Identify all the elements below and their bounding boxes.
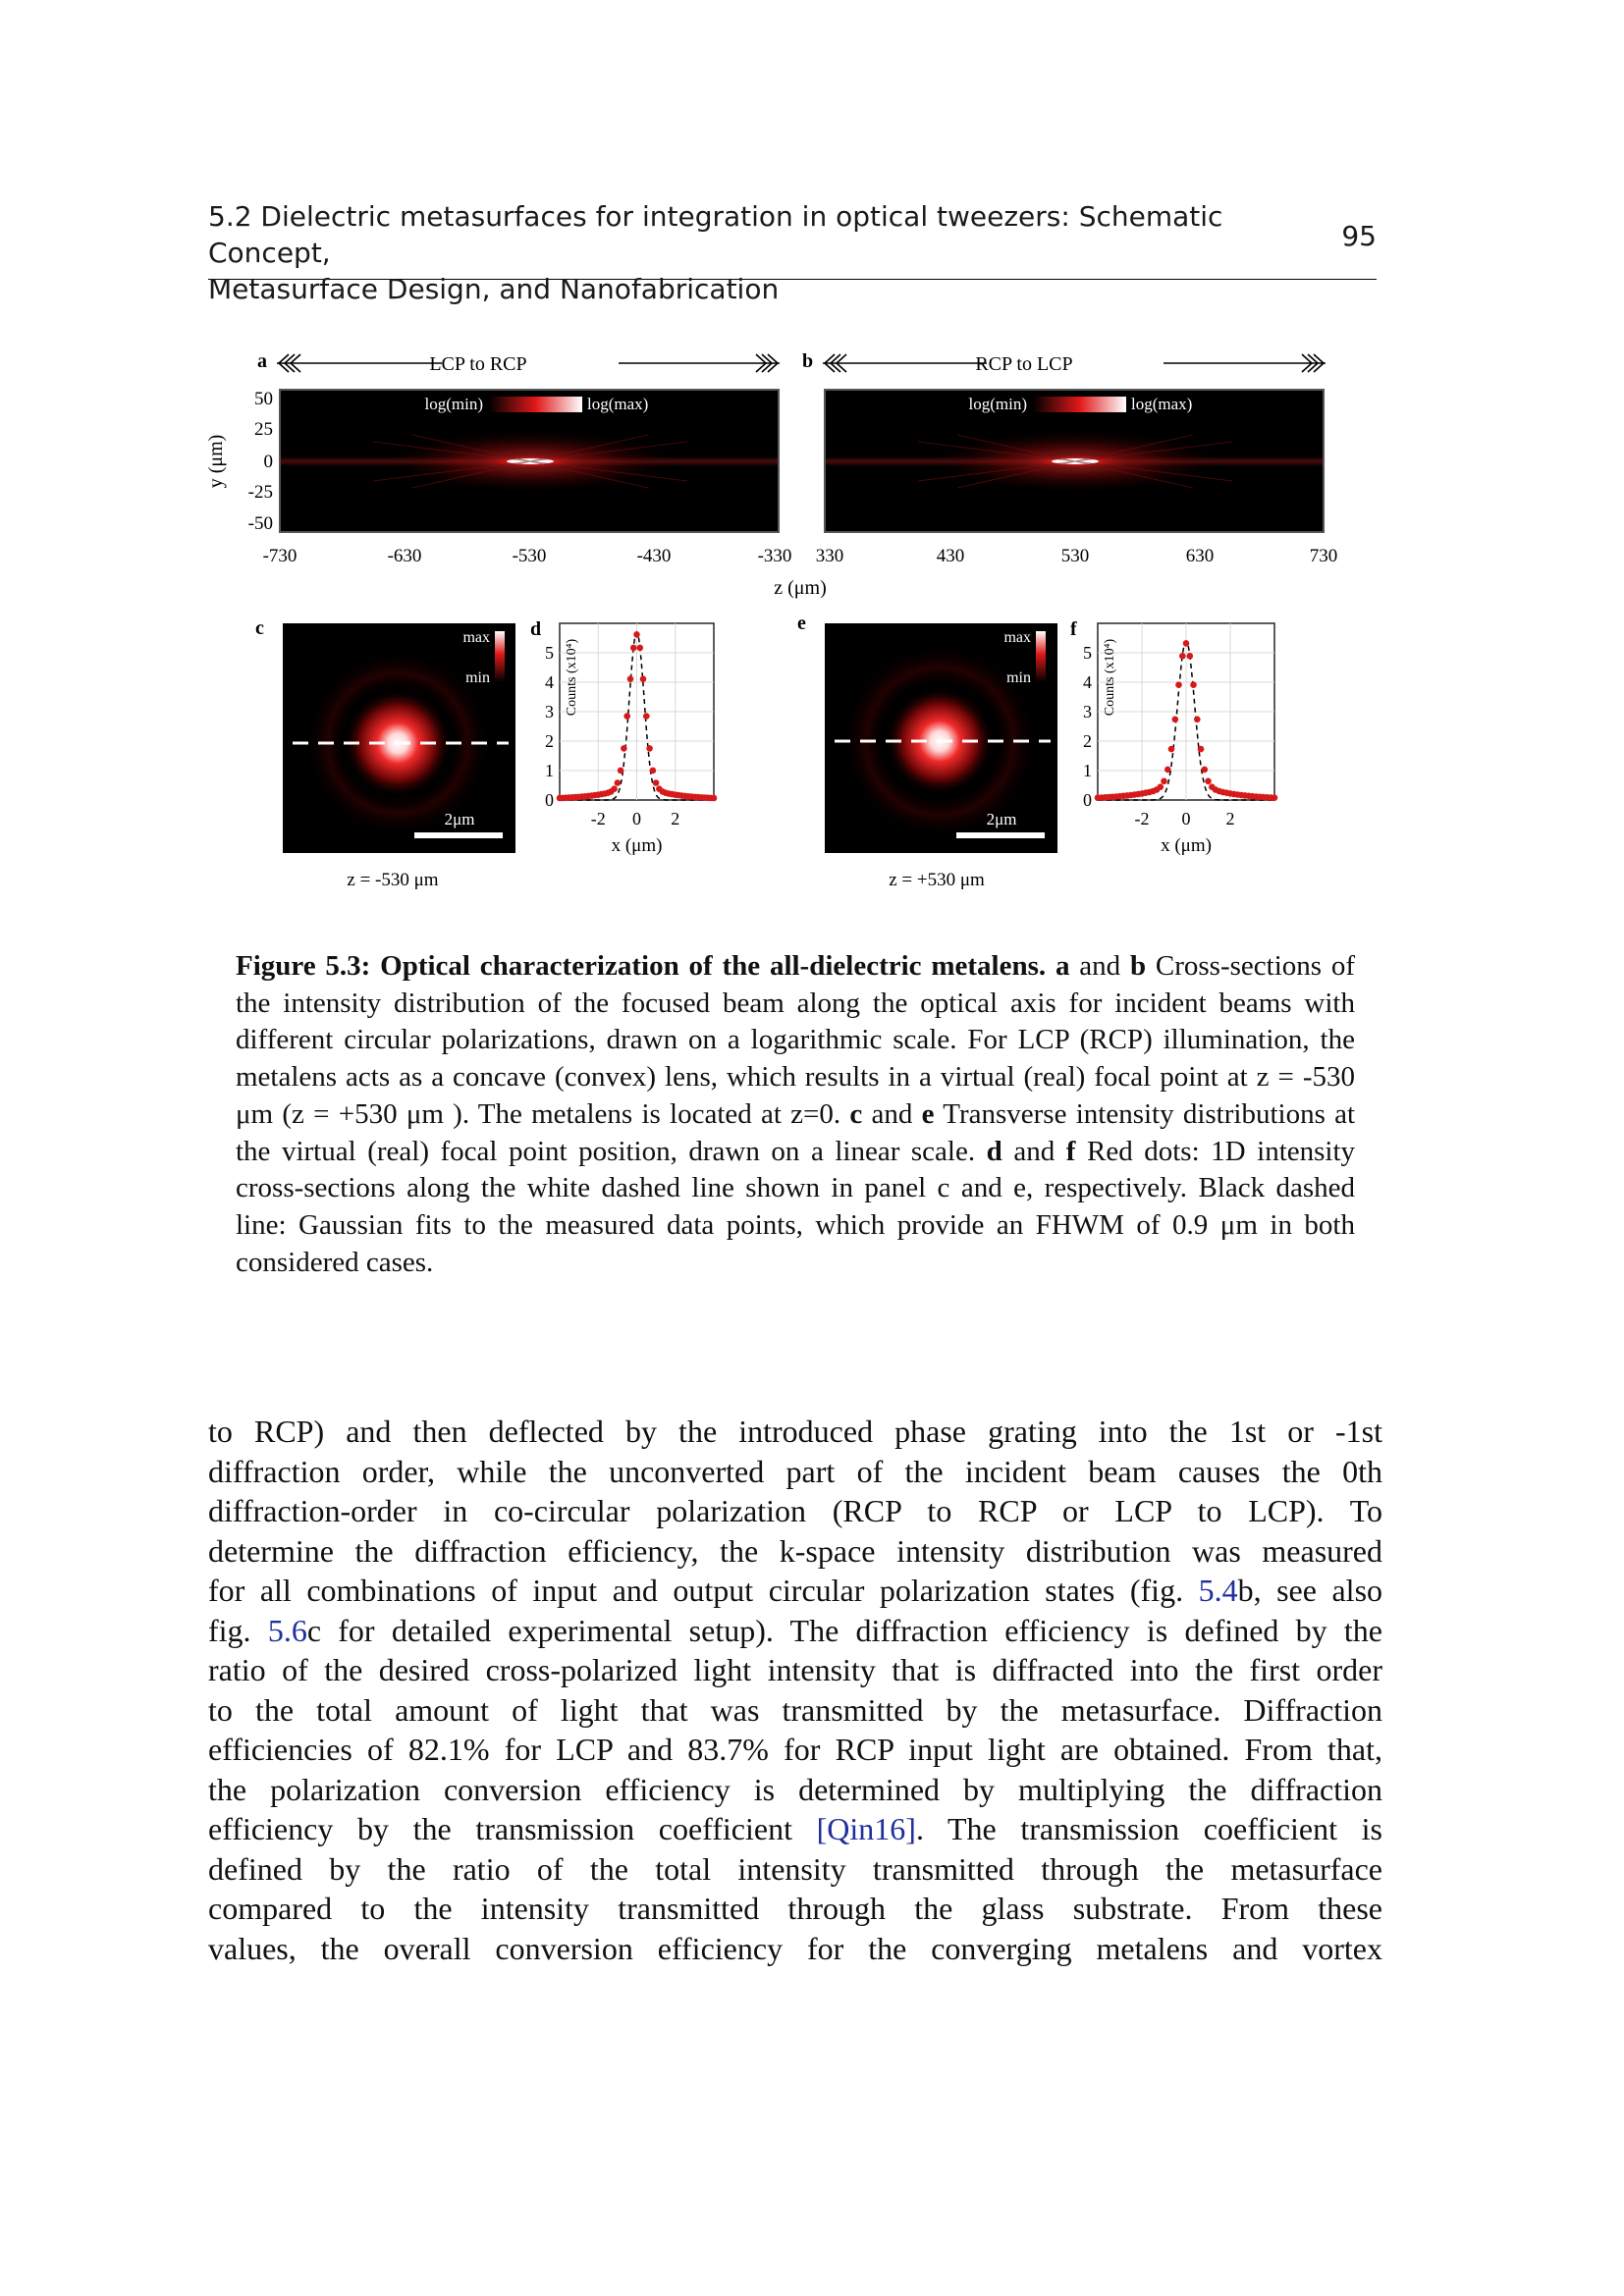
- y-tick: 1: [545, 761, 554, 780]
- panel-e-colorbar-min: min: [1006, 669, 1031, 686]
- data-point: [650, 768, 657, 774]
- text-line: diffraction order, while the unconverted part of the incident beam causes the 0th: [208, 1453, 1382, 1489]
- text-segment: . The transmission coefficient is: [915, 1811, 1383, 1846]
- x-axis-label: x (μm): [611, 835, 663, 856]
- x-tick: -430: [636, 546, 672, 566]
- panel-e-colorbar: [1036, 631, 1046, 682]
- panel-a-arrow-label: LCP to RCP: [429, 353, 527, 375]
- data-point: [1158, 783, 1164, 790]
- x-tick: -630: [387, 546, 422, 566]
- x-tick: 330: [815, 546, 844, 566]
- panel-e-colorbar-max: max: [1003, 629, 1031, 646]
- caption-ref-e: e: [921, 1097, 935, 1130]
- running-header: [208, 198, 1377, 305]
- caption-text-df: Red dots: 1D intensity cross-sections along the white dashed line shown in panel c and e, respectively. Black dashed line: Gaussian fits to the measured data points, which provide an FHWM of 0.9 μm in both considered cases.: [236, 1135, 1356, 1278]
- data-point: [615, 779, 622, 786]
- y-tick: 0: [545, 790, 554, 810]
- figure-link[interactable]: 5.4: [1198, 1573, 1238, 1608]
- z-axis-label: z (μm): [774, 577, 827, 599]
- text-line: compared to the intensity transmitted through the glass substrate. From these: [208, 1891, 1382, 1926]
- data-point: [1190, 681, 1197, 688]
- caption-ref-d: d: [986, 1135, 1002, 1167]
- text-line: to the total amount of light that was transmitted by the metasurface. Diffraction: [208, 1691, 1382, 1728]
- caption-text-ce: Transverse intensity distributions at the virtual (real) focal point position, drawn on a linear scale.: [236, 1097, 1356, 1167]
- section-title-line2: Metasurface Design, and Nanofabrication: [208, 273, 780, 305]
- data-point: [1183, 640, 1190, 647]
- panel-b-colorbar-min: log(min): [968, 395, 1027, 413]
- x-tick: 730: [1309, 546, 1338, 566]
- y-tick: 50: [254, 389, 273, 409]
- panel-b: [802, 350, 1337, 566]
- panel-c-letter: c: [255, 617, 264, 639]
- caption-title: Optical characterization of the all-dielectric metalens.: [380, 950, 1047, 982]
- y-tick: 4: [1083, 672, 1092, 692]
- y-tick: 2: [545, 731, 554, 751]
- figure-5-3: [196, 339, 1384, 928]
- figure-link[interactable]: 5.6: [267, 1612, 307, 1648]
- panel-c-scalebar: [414, 832, 503, 838]
- page-number: 95: [1341, 220, 1377, 252]
- citation-link[interactable]: [Qin16]: [816, 1811, 916, 1846]
- left-double-arrow-icon: [823, 354, 987, 372]
- y-tick: 25: [254, 419, 273, 440]
- x-tick: 0: [632, 809, 641, 828]
- text-line: [208, 1809, 1382, 1849]
- panel-f-letter: f: [1070, 618, 1077, 640]
- panel-b-colorbar: [1033, 397, 1126, 412]
- y-tick: 1: [1083, 761, 1092, 780]
- x-tick: 2: [1225, 809, 1235, 828]
- x-tick: -2: [590, 809, 606, 828]
- panel-e-z-label: z = +530 μm: [889, 870, 985, 890]
- y-tick: 5: [1083, 643, 1092, 663]
- data-point: [637, 645, 644, 652]
- plot-f: [1083, 623, 1277, 856]
- caption-and: and: [1013, 1135, 1056, 1167]
- section-title: [208, 198, 1249, 307]
- panel-a-letter: a: [257, 350, 267, 372]
- data-point: [1202, 767, 1209, 774]
- plot-d: [545, 623, 717, 856]
- y-tick: -25: [247, 482, 273, 503]
- text-segment: b, see also: [1237, 1573, 1383, 1608]
- data-point: [630, 645, 637, 652]
- right-double-arrow-icon: [1164, 354, 1326, 372]
- x-tick: -330: [757, 546, 792, 566]
- panel-b-letter: b: [802, 350, 814, 372]
- data-point: [640, 675, 647, 682]
- panel-a-y-label: y (μm): [205, 434, 227, 489]
- data-point: [611, 785, 618, 792]
- data-point: [1187, 653, 1194, 660]
- left-double-arrow-icon: [277, 354, 442, 372]
- data-point: [618, 768, 624, 774]
- data-point: [623, 713, 630, 720]
- caption-ref-b: b: [1129, 950, 1147, 982]
- data-point: [1205, 778, 1212, 785]
- text-line: efficiencies of 82.1% for LCP and 83.7% for RCP input light are obtained. From that,: [208, 1732, 1382, 1767]
- x-tick: 530: [1060, 546, 1090, 566]
- text-line: determine the diffraction efficiency, the k-space intensity distribution was measured: [208, 1532, 1382, 1569]
- panel-a-colorbar-min: log(min): [424, 395, 483, 413]
- panel-a-colorbar-max: log(max): [587, 395, 649, 413]
- figure-caption: [236, 948, 1355, 1281]
- section-title-line1: 5.2 Dielectric metasurfaces for integration in optical tweezers: Schematic Concept,: [208, 200, 1223, 269]
- data-point: [1179, 653, 1186, 660]
- panel-a-colorbar: [489, 397, 582, 412]
- text-segment: c for detailed experimental setup). The diffraction efficiency is defined by the: [306, 1612, 1383, 1648]
- data-point: [646, 745, 653, 752]
- x-tick: -2: [1134, 809, 1150, 828]
- text-line: [208, 1571, 1382, 1611]
- text-segment: efficiency by the transmission coefficient: [208, 1811, 792, 1846]
- y-axis-label: Counts (x10⁴): [565, 638, 579, 717]
- panel-c-colorbar-min: min: [465, 669, 490, 686]
- panel-b-arrow-label: RCP to LCP: [975, 353, 1073, 375]
- body-paragraph: [208, 1412, 1382, 1968]
- panel-e: [797, 613, 1057, 890]
- data-point: [643, 713, 650, 720]
- text-line: [208, 1611, 1382, 1651]
- data-point: [653, 779, 660, 786]
- panel-c-colorbar-max: max: [462, 629, 490, 646]
- data-point: [711, 795, 718, 802]
- y-tick: 4: [545, 672, 554, 692]
- y-tick: 0: [263, 452, 273, 472]
- data-point: [1172, 717, 1179, 723]
- x-tick: 430: [936, 546, 965, 566]
- panel-b-colorbar-max: log(max): [1131, 395, 1193, 413]
- right-double-arrow-icon: [619, 354, 780, 372]
- y-axis-label: Counts (x10⁴): [1103, 638, 1117, 717]
- text-line: the polarization conversion efficiency is determined by multiplying the diffraction: [208, 1771, 1382, 1807]
- data-point: [1164, 767, 1171, 774]
- text-segment: fig.: [208, 1612, 251, 1648]
- x-tick: -730: [262, 546, 298, 566]
- panel-c: [255, 617, 515, 890]
- caption-and: and: [871, 1097, 913, 1130]
- text-line: ratio of the desired cross-polarized light intensity that is diffracted into the first order: [208, 1652, 1382, 1687]
- data-point: [1168, 746, 1175, 753]
- panel-e-letter: e: [797, 613, 806, 634]
- y-tick: 2: [1083, 731, 1092, 751]
- data-point: [1161, 778, 1167, 785]
- caption-text-ab: Cross-sections of the intensity distribution of the focused beam along the optical axis for incident beams with different circular polarizations, drawn on a logarithmic scale. For LCP (RCP) illumination, the metalens acts as a concave (convex) lens, which results in a virtual (real) focal point at z = -530 μm (z = +530 μm ). The metalens is located at z=0.: [236, 950, 1356, 1130]
- y-tick: 5: [545, 643, 554, 663]
- data-point: [621, 745, 627, 752]
- data-point: [1198, 746, 1205, 753]
- text-segment: for all combinations of input and output circular polarization states (fig.: [208, 1573, 1184, 1608]
- x-tick: 2: [671, 809, 680, 828]
- data-point: [1194, 717, 1201, 723]
- text-line: diffraction-order in co-circular polarization (RCP to RCP or LCP to LCP). To: [208, 1493, 1382, 1528]
- x-axis-label: x (μm): [1161, 835, 1212, 856]
- caption-and: and: [1079, 950, 1121, 982]
- data-point: [1175, 681, 1182, 688]
- caption-label: Figure 5.3:: [236, 950, 371, 982]
- panel-c-z-label: z = -530 μm: [347, 870, 439, 890]
- x-tick: 630: [1185, 546, 1215, 566]
- panel-d-letter: d: [530, 618, 542, 640]
- data-point: [1272, 794, 1278, 801]
- panel-c-colorbar: [495, 631, 505, 682]
- text-line: defined by the ratio of the total intensity transmitted through the metasurface: [208, 1850, 1382, 1887]
- y-tick: 3: [1083, 702, 1092, 721]
- data-point: [633, 631, 640, 638]
- y-tick: -50: [247, 513, 273, 534]
- panel-e-scalebar: [956, 832, 1045, 838]
- data-point: [627, 675, 634, 682]
- panel-e-scalebar-label: 2μm: [986, 810, 1017, 828]
- y-tick: 3: [545, 702, 554, 721]
- y-tick: 0: [1083, 790, 1092, 810]
- caption-ref-a: a: [1055, 950, 1070, 982]
- x-tick: 0: [1181, 809, 1191, 828]
- panel-c-scalebar-label: 2μm: [444, 810, 475, 828]
- panel-a: [205, 350, 791, 566]
- caption-ref-f: f: [1065, 1135, 1076, 1167]
- caption-ref-c: c: [849, 1097, 863, 1130]
- text-line: to RCP) and then deflected by the introduced phase grating into the 1st or -1st: [208, 1414, 1382, 1449]
- text-line: values, the overall conversion efficiency for the converging metalens and vortex: [208, 1930, 1382, 1966]
- x-tick: -530: [512, 546, 547, 566]
